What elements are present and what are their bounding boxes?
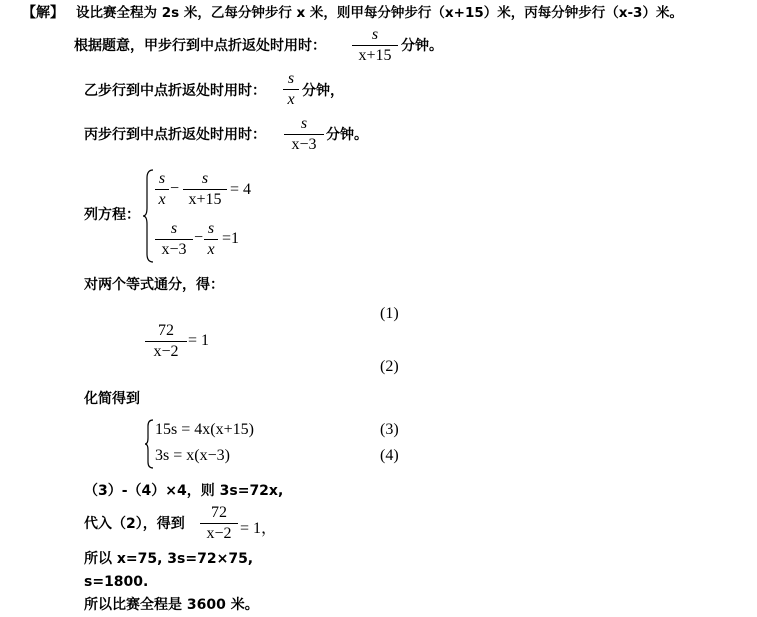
eq1-a-num: s	[158, 170, 166, 187]
eq2-frac-b	[204, 220, 218, 259]
system2-brace	[143, 418, 155, 470]
eq2-a-num: s	[170, 220, 178, 237]
eq1-frac-b	[183, 170, 227, 209]
bing-numerator: s	[300, 115, 308, 132]
yi-time-text: 乙步行到中点折返处时用时：	[84, 83, 266, 99]
eq2-frac-a	[155, 220, 193, 259]
bing-fraction	[284, 115, 324, 154]
eq4: 3s = x(x−3)	[155, 447, 230, 464]
simplify-text: 化简得到	[84, 391, 140, 407]
solution-tag: 【解】	[22, 5, 64, 21]
label-3: (3)	[380, 421, 399, 438]
tongfen-fraction	[145, 322, 187, 361]
eq1-a-den: x	[158, 191, 166, 208]
eq1-minus: −	[170, 180, 180, 197]
jia-fraction	[352, 26, 398, 65]
jia-denominator: x+15	[358, 47, 392, 64]
eq2-rhs: =1	[222, 230, 240, 247]
step-substitute: 代入（2），得到	[84, 516, 185, 532]
eq2-b-den: x	[207, 241, 215, 258]
eq2-b-num: s	[207, 220, 215, 237]
jia-numerator: s	[371, 26, 379, 43]
bing-denominator: x−3	[291, 136, 317, 153]
bing-time-text: 丙步行到中点折返处时用时：	[84, 127, 266, 143]
tongfen-rhs: = 1	[188, 332, 210, 349]
step-rhs: = 1，	[240, 520, 278, 537]
yi-denominator: x	[287, 91, 295, 108]
eq2-minus: −	[194, 229, 204, 246]
tongfen-denominator: x−2	[153, 343, 179, 360]
yi-fraction	[283, 70, 299, 109]
yi-unit: 分钟，	[302, 83, 344, 99]
bing-unit: 分钟。	[326, 127, 368, 143]
step-fraction	[200, 504, 238, 543]
step-s-value: s=1800.	[84, 574, 149, 590]
jia-time-text: 根据题意，甲步行到中点折返处时用时：	[74, 38, 326, 54]
eq2-a-den: x−3	[161, 241, 187, 258]
label-2: (2)	[380, 358, 399, 375]
eq3: 15s = 4x(x+15)	[155, 421, 254, 438]
system1-brace	[141, 168, 155, 264]
label-1: (1)	[380, 305, 399, 322]
step-numerator: 72	[211, 504, 227, 521]
eq1-b-den: x+15	[188, 191, 222, 208]
common-denominator-text: 对两个等式通分，得：	[84, 277, 224, 293]
eq1-frac-a	[155, 170, 169, 209]
final-answer: 所以比赛全程是 3600 米。	[84, 597, 259, 613]
eq1-b-num: s	[201, 170, 209, 187]
intro-sentence: 设比赛全程为 2s 米，乙每分钟步行 x 米，则甲每分钟步行（x+15）米，丙每分钟步行（x-3）米。	[76, 5, 683, 21]
step-subtract: （3）-（4）×4，则 3s=72x,	[84, 483, 284, 499]
step-x-value: 所以 x=75, 3s=72×75,	[84, 551, 254, 567]
jia-unit: 分钟。	[401, 38, 443, 54]
label-4: (4)	[380, 447, 399, 464]
tongfen-numerator: 72	[158, 322, 174, 339]
yi-numerator: s	[287, 70, 295, 87]
step-denominator: x−2	[206, 525, 232, 542]
eq1-rhs: = 4	[230, 181, 252, 198]
equation-system-label: 列方程：	[84, 207, 140, 223]
